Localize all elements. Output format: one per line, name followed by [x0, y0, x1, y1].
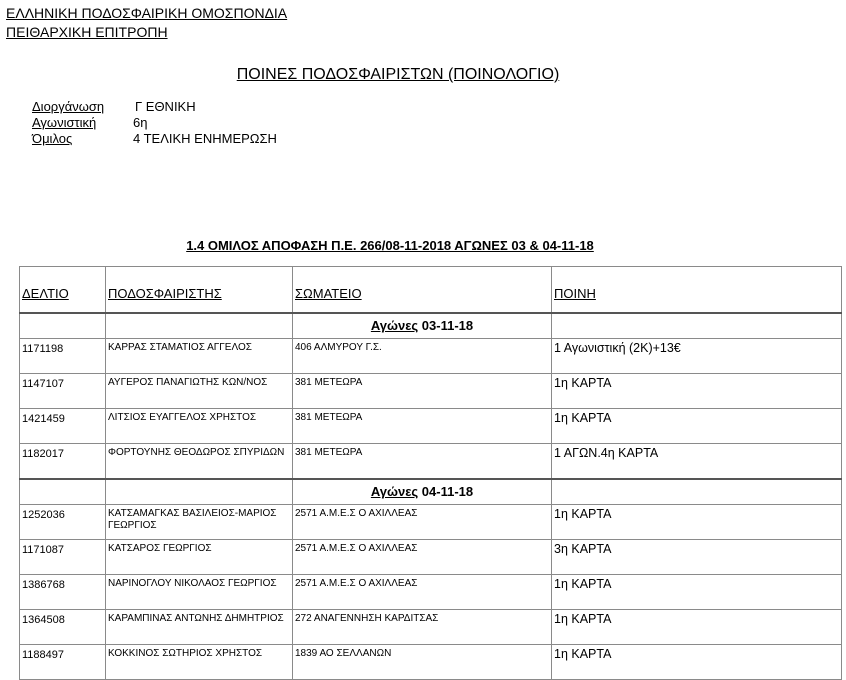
- penalties-table: [19, 266, 842, 680]
- penalty-cell: 3η ΚΑΡΤΑ: [552, 540, 842, 575]
- penalty-cell: 1η ΚΑΡΤΑ: [552, 645, 842, 680]
- meta-competition-value: Γ ΕΘΝΙΚΗ: [135, 99, 196, 114]
- meta-group-label: Όμιλος: [32, 131, 73, 146]
- player-cell: ΦΟΡΤΟΥΝΗΣ ΘΕΟΔΩΡΟΣ ΣΠΥΡΙΔΩΝ: [106, 444, 293, 480]
- deltio-cell: 1364508: [20, 610, 106, 645]
- deltio-cell: 1386768: [20, 575, 106, 610]
- empty-cell: [106, 479, 293, 505]
- group-date-cell: Αγώνες 03-11-18: [293, 313, 552, 339]
- club-cell: 2571 Α.Μ.Ε.Σ Ο ΑΧΙΛΛΕΑΣ: [293, 575, 552, 610]
- empty-cell: [20, 479, 106, 505]
- player-cell: ΝΑΡΙΝΟΓΛΟΥ ΝΙΚΟΛΑΟΣ ΓΕΩΡΓΙΟΣ: [106, 575, 293, 610]
- group-date-cell: Αγώνες 04-11-18: [293, 479, 552, 505]
- club-cell: 381 ΜΕΤΕΩΡΑ: [293, 409, 552, 444]
- deltio-cell: 1182017: [20, 444, 106, 480]
- player-cell: ΚΑΤΣΑΡΟΣ ΓΕΩΡΓΙΟΣ: [106, 540, 293, 575]
- penalty-cell: 1 ΑΓΩΝ.4η ΚΑΡΤΑ: [552, 444, 842, 480]
- meta-group: [32, 131, 277, 147]
- penalty-cell: 1 Αγωνιστική (2Κ)+13€: [552, 339, 842, 374]
- section-title: 1.4 ΟΜΙΛΟΣ ΑΠΟΦΑΣΗ Π.Ε. 266/08-11-2018 ΑΓΩΝΕΣ 03 & 04-11-18: [186, 238, 594, 253]
- player-cell: ΚΑΡΑΜΠΙΝΑΣ ΑΝΤΩΝΗΣ ΔΗΜΗΤΡΙΟΣ: [106, 610, 293, 645]
- table-row: [20, 339, 842, 374]
- club-cell: 2571 Α.Μ.Ε.Σ Ο ΑΧΙΛΛΕΑΣ: [293, 540, 552, 575]
- table-row: [20, 575, 842, 610]
- table-row: [20, 505, 842, 540]
- penalty-cell: 1η ΚΑΡΤΑ: [552, 610, 842, 645]
- deltio-cell: 1171087: [20, 540, 106, 575]
- empty-cell: [106, 313, 293, 339]
- column-header-penalty: ΠΟΙΝΗ: [552, 267, 842, 314]
- penalty-cell: 1η ΚΑΡΤΑ: [552, 505, 842, 540]
- deltio-cell: 1171198: [20, 339, 106, 374]
- column-header-club: ΣΩΜΑΤΕΙΟ: [293, 267, 552, 314]
- column-header-deltio: ΔΕΛΤΙΟ: [20, 267, 106, 314]
- club-cell: 406 ΑΛΜΥΡΟΥ Γ.Σ.: [293, 339, 552, 374]
- player-cell: ΛΙΤΣΙΟΣ ΕΥΑΓΓΕΛΟΣ ΧΡΗΣΤΟΣ: [106, 409, 293, 444]
- player-cell: ΚΑΡΡΑΣ ΣΤΑΜΑΤΙΟΣ ΑΓΓΕΛΟΣ: [106, 339, 293, 374]
- document-title: ΠΟΙΝΕΣ ΠΟΔΟΣΦΑΙΡΙΣΤΩΝ (ΠΟΙΝΟΛΟΓΙΟ): [236, 66, 560, 83]
- meta-matchday-label: Αγωνιστική: [32, 115, 97, 130]
- deltio-cell: 1188497: [20, 645, 106, 680]
- committee-name: ΠΕΙΘΑΡΧΙΚΗ ΕΠΙΤΡΟΠΗ: [6, 24, 168, 40]
- organization-name: ΕΛΛΗΝΙΚΗ ΠΟΔΟΣΦΑΙΡΙΚΗ ΟΜΟΣΠΟΝΔΙΑ: [6, 5, 288, 21]
- meta-competition: [32, 99, 277, 115]
- table-row: [20, 645, 842, 680]
- club-cell: 381 ΜΕΤΕΩΡΑ: [293, 374, 552, 409]
- penalty-cell: 1η ΚΑΡΤΑ: [552, 575, 842, 610]
- club-cell: 1839 ΑΟ ΣΕΛΛΑΝΩΝ: [293, 645, 552, 680]
- empty-cell: [552, 479, 842, 505]
- table-header-row: [20, 267, 842, 314]
- meta-block: [32, 99, 277, 147]
- deltio-cell: 1421459: [20, 409, 106, 444]
- player-cell: ΑΥΓΕΡΟΣ ΠΑΝΑΓΙΩΤΗΣ ΚΩΝ/ΝΟΣ: [106, 374, 293, 409]
- deltio-cell: 1252036: [20, 505, 106, 540]
- table-row: [20, 444, 842, 480]
- meta-matchday: [32, 115, 277, 131]
- club-cell: 381 ΜΕΤΕΩΡΑ: [293, 444, 552, 480]
- table-row: [20, 409, 842, 444]
- empty-cell: [552, 313, 842, 339]
- player-cell: ΚΑΤΣΑΜΑΓΚΑΣ ΒΑΣΙΛΕΙΟΣ-ΜΑΡΙΟΣ ΓΕΩΡΓΙΟΣ: [106, 505, 293, 540]
- table-row: [20, 374, 842, 409]
- club-cell: 272 ΑΝΑΓΕΝΝΗΣΗ ΚΑΡΔΙΤΣΑΣ: [293, 610, 552, 645]
- player-cell: ΚΟΚΚΙΝΟΣ ΣΩΤΗΡΙΟΣ ΧΡΗΣΤΟΣ: [106, 645, 293, 680]
- table-row: [20, 540, 842, 575]
- penalty-cell: 1η ΚΑΡΤΑ: [552, 374, 842, 409]
- table-row: [20, 610, 842, 645]
- meta-group-value: 4 ΤΕΛΙΚΗ ΕΝΗΜΕΡΩΣΗ: [133, 131, 277, 146]
- meta-matchday-value: 6η: [133, 115, 148, 130]
- meta-competition-label: Διοργάνωση: [32, 99, 105, 114]
- deltio-cell: 1147107: [20, 374, 106, 409]
- empty-cell: [20, 313, 106, 339]
- group-date-row: [20, 313, 842, 339]
- penalty-cell: 1η ΚΑΡΤΑ: [552, 409, 842, 444]
- group-date-row: [20, 479, 842, 505]
- club-cell: 2571 Α.Μ.Ε.Σ Ο ΑΧΙΛΛΕΑΣ: [293, 505, 552, 540]
- column-header-player: ΠΟΔΟΣΦΑΙΡΙΣΤΗΣ: [106, 267, 293, 314]
